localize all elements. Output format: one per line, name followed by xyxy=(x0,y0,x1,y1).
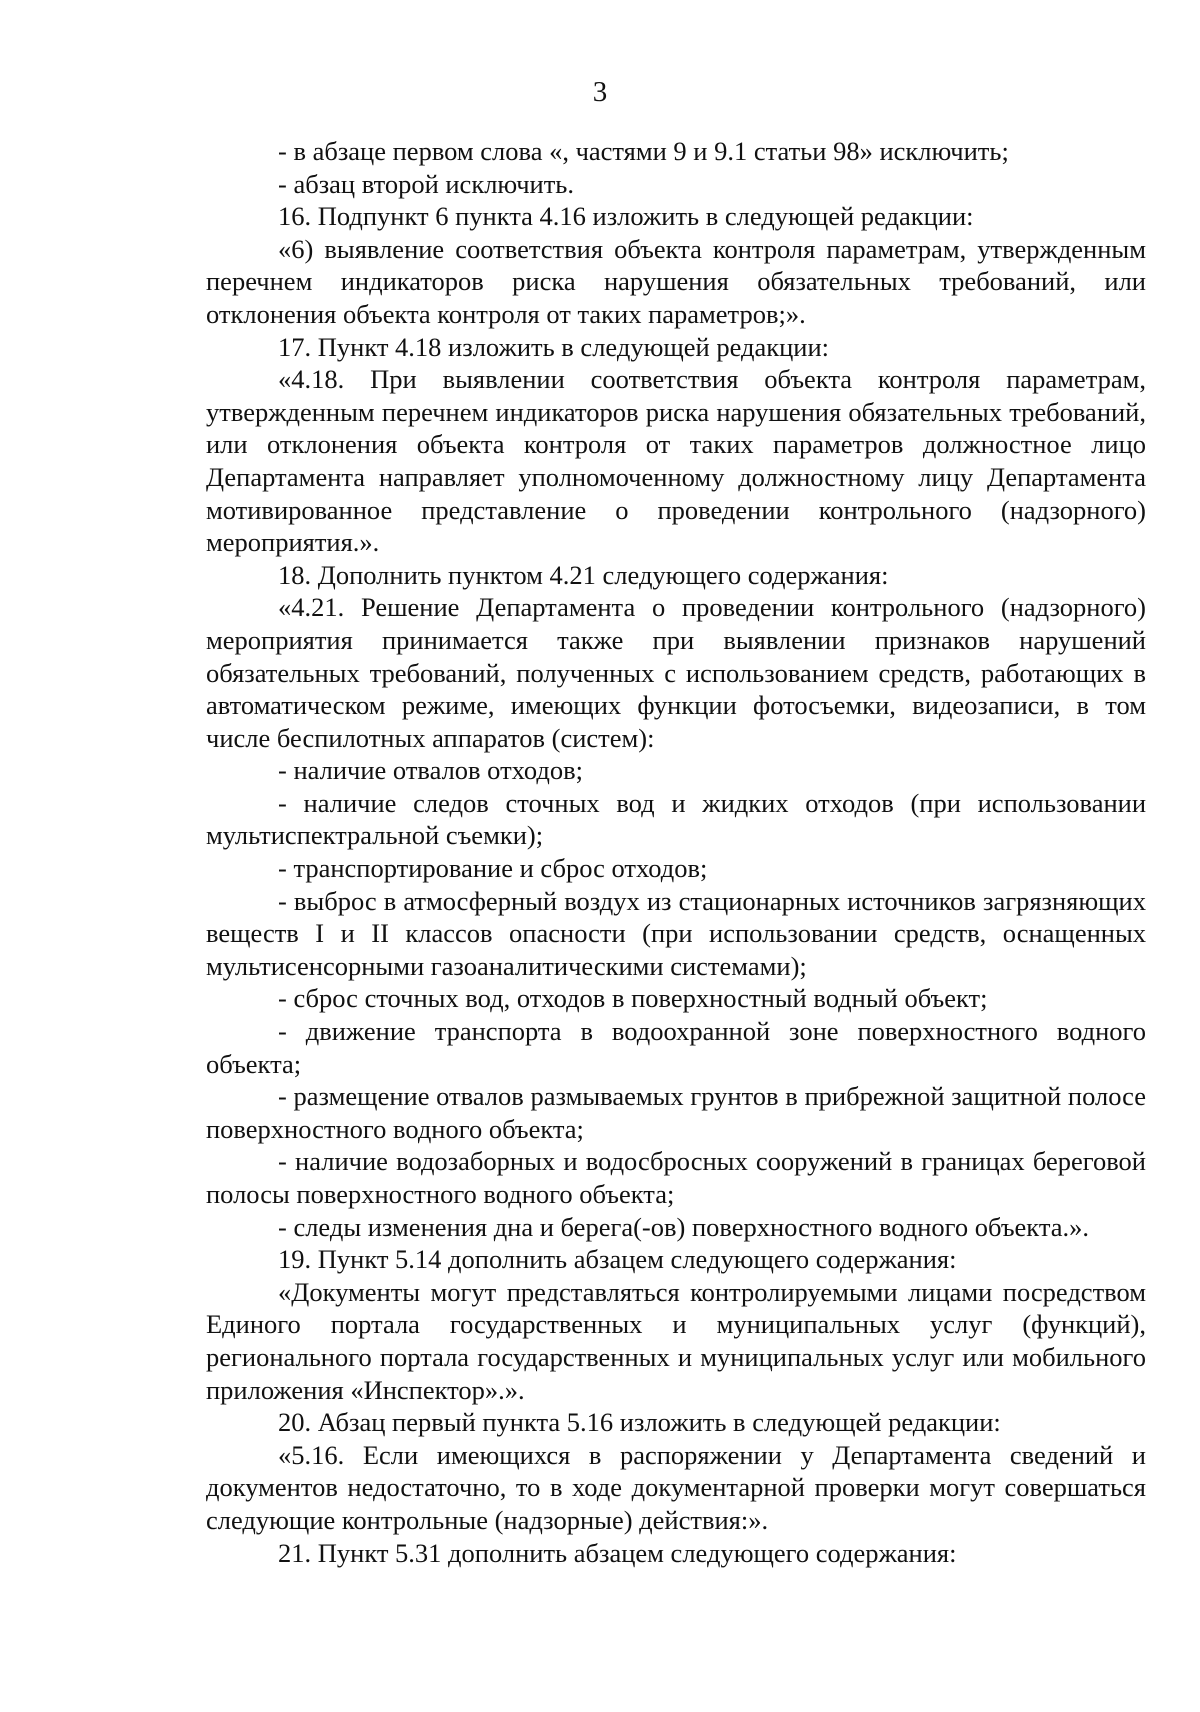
paragraph-22: 21. Пункт 5.31 дополнить абзацем следующего содержания: xyxy=(278,1537,957,1568)
paragraph-10: - наличие следов сточных вод и жидких отходов (при использовании мультиспектральной съемки); xyxy=(206,787,1146,851)
paragraph-12: - выброс в атмосферный воздух из стационарных источников загрязняющих веществ I и II классов опасности (при использовании средств, оснащенных мультисенсорными газоаналитическими системами); xyxy=(206,885,1146,981)
paragraph-13: - сброс сточных вод, отходов в поверхностный водный объект; xyxy=(278,983,988,1014)
paragraph-18: 19. Пункт 5.14 дополнить абзацем следующего содержания: xyxy=(278,1244,957,1275)
paragraph-8: «4.21. Решение Департамента о проведении контрольного (надзорного) мероприятия принимается также при выявлении признаков нарушений обязательных требований, полученных с использованием средств, работающих в автоматическом режиме, имеющих функции фотосъемки, видеозаписи, в том числе беспилотных аппаратов (систем): xyxy=(206,592,1146,753)
paragraph-17: - следы изменения дна и берега(-ов) поверхностного водного объекта.». xyxy=(278,1211,1089,1242)
paragraph-16: - наличие водозаборных и водосбросных сооружений в границах береговой полосы поверхностного водного объекта; xyxy=(206,1146,1146,1209)
paragraph-3: 16. Подпункт 6 пункта 4.16 изложить в следующей редакции: xyxy=(278,201,974,232)
paragraph-19: «Документы могут представляться контролируемыми лицами посредством Единого портала государственных и муниципальных услуг (функций), регионального портала государственных и муниципальных услуг или мобильного приложения «Инспектор».». xyxy=(206,1276,1146,1405)
paragraph-7: 18. Дополнить пунктом 4.21 следующего содержания: xyxy=(278,559,889,590)
paragraph-11: - транспортирование и сброс отходов; xyxy=(278,853,708,884)
paragraph-6: «4.18. При выявлении соответствия объекта контроля параметрам, утвержденным перечнем индикаторов риска нарушения обязательных требований, или отклонения объекта контроля от таких параметров должностное лицо Департамента направляет уполномоченному должностному лицу Департамента мотивированное представление о проведении контрольного (надзорного) мероприятия.». xyxy=(206,364,1146,558)
paragraph-4: «6) выявление соответствия объекта контроля параметрам, утвержденным перечнем индикаторов риска нарушения обязательных требований, или отклонения объекта контроля от таких параметров;». xyxy=(206,233,1146,329)
document-body xyxy=(206,135,1146,1569)
paragraph-21: «5.16. Если имеющихся в распоряжении у Департамента сведений и документов недостаточно, то в ходе документарной проверки могут совершаться следующие контрольные (надзорные) действия:». xyxy=(206,1439,1146,1535)
paragraph-2: - абзац второй исключить. xyxy=(278,168,575,199)
paragraph-5: 17. Пункт 4.18 изложить в следующей редакции: xyxy=(278,331,830,362)
paragraph-14: - движение транспорта в водоохранной зоне поверхностного водного объекта; xyxy=(206,1016,1146,1079)
paragraph-1: - в абзаце первом слова «, частями 9 и 9.1 статьи 98» исключить; xyxy=(278,136,1009,166)
paragraph-9: - наличие отвалов отходов; xyxy=(278,755,583,786)
paragraph-15: - размещение отвалов размываемых грунтов в прибрежной защитной полосе поверхностного водного объекта; xyxy=(206,1081,1146,1144)
page-number: 3 xyxy=(592,76,608,108)
paragraph-20: 20. Абзац первый пункта 5.16 изложить в следующей редакции: xyxy=(278,1407,1001,1438)
